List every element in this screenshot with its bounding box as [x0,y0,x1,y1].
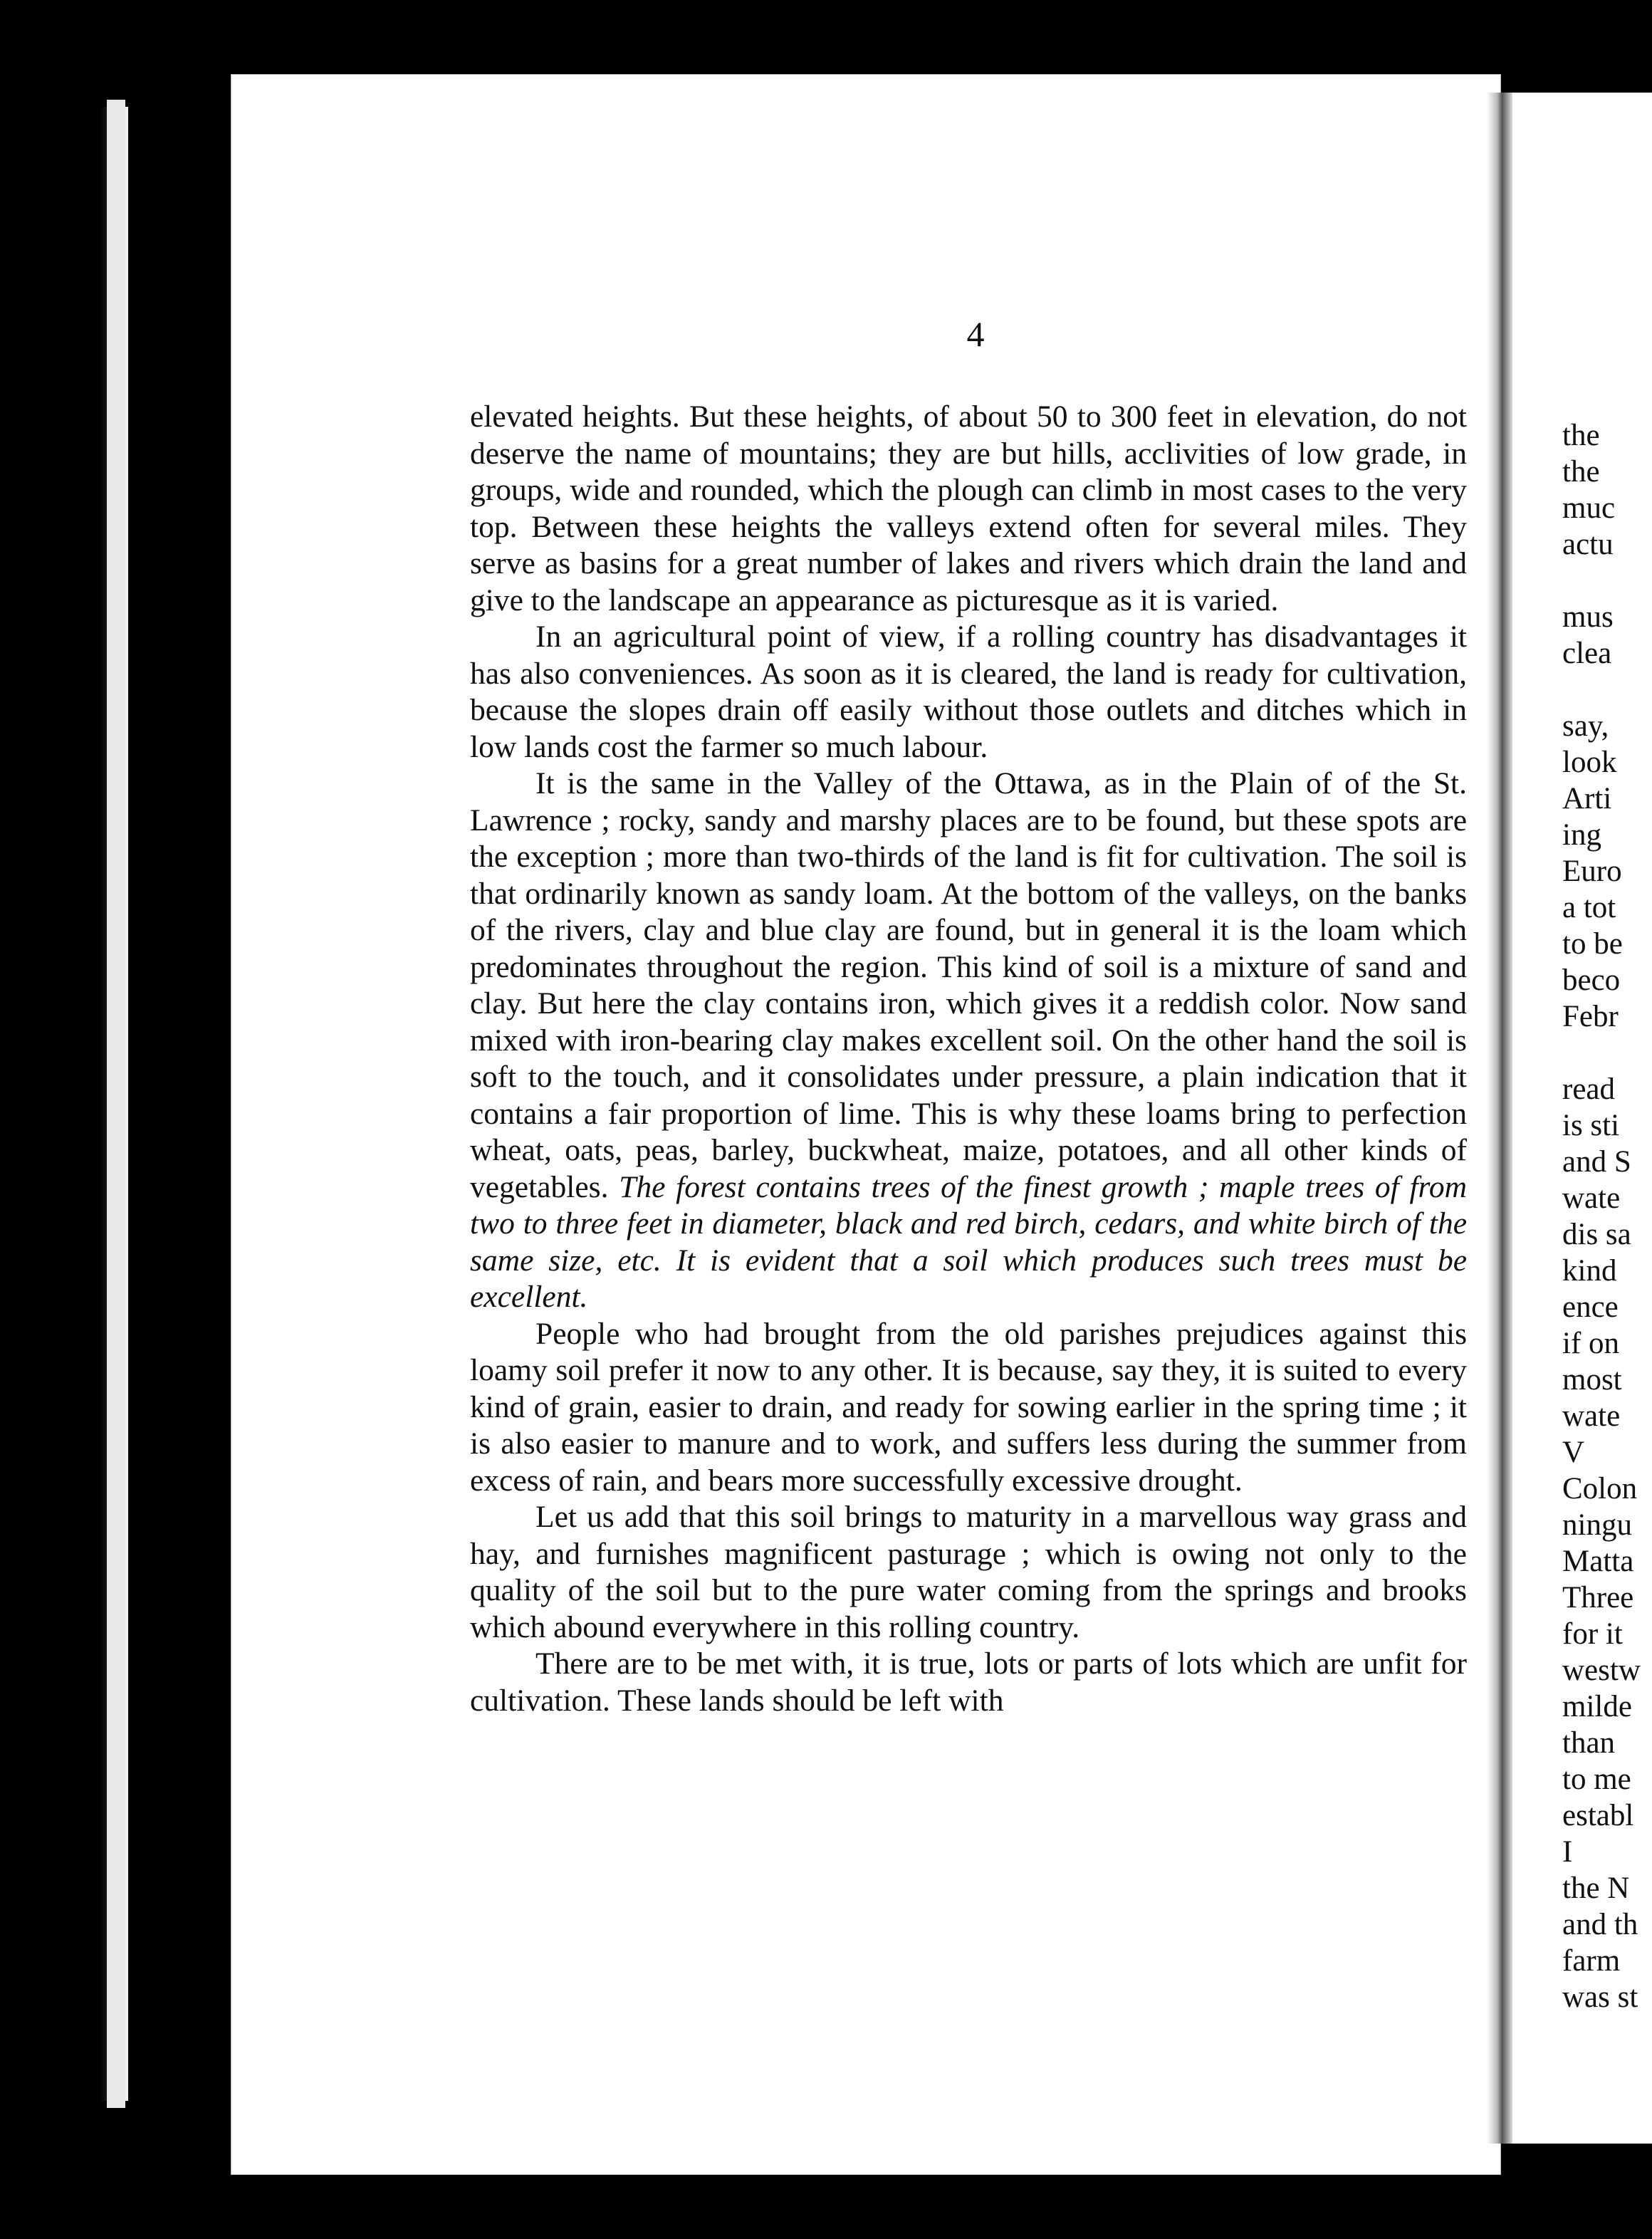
adjacent-line: ence [1562,1290,1619,1324]
adjacent-line: wate [1562,1399,1621,1433]
paragraph-6: There are to be met with, it is true, lots or parts of lots which are unfit for cultivation. These lands should be left with [470,1646,1467,1718]
adjacent-line: to me [1562,1763,1631,1796]
adjacent-line: milde [1562,1690,1632,1723]
adjacent-line [1562,672,1652,708]
paragraph-2: In an agricultural point of view, if a rolling country has disadvantages it has also conveniences. As soon as it is cleared, the land is ready for cultivation, because the slopes drain off easily without those outlets and ditches which in low lands cost the farmer so much labour. [470,620,1467,764]
adjacent-page-text [1562,417,1652,2015]
adjacent-line: muc [1562,491,1616,525]
adjacent-line: look [1562,746,1617,779]
adjacent-line: say, [1562,709,1609,743]
adjacent-line: mus [1562,600,1614,634]
adjacent-line: to be [1562,927,1623,961]
body-text [470,399,1467,1719]
adjacent-line: Matta [1562,1545,1634,1578]
page-number: 4 [966,314,985,354]
adjacent-line: I [1562,1835,1573,1869]
adjacent-line [1562,563,1652,599]
adjacent-line: westw [1562,1654,1641,1687]
adjacent-line: ing [1562,818,1601,852]
adjacent-line: Febr [1562,1000,1619,1033]
paragraph-3-text: It is the same in the Valley of the Ottawa, as in the Plain of of the St. Lawrence ; rocky, sandy and marshy places are to be found, but these spots are the exception ; more than two-thirds of the land is fit for cultivation. The soil is that ordinarily known as sandy loam. At the bottom of the valleys, on the banks of the rivers, clay and blue clay are found, but in general it is the loam which predominates throughout the region. This kind of soil is a mixture of sand and clay. But here the clay contains iron, which gives it a reddish color. Now sand mixed with iron-bearing clay makes excellent soil. On the other hand the soil is soft to the touch, and it consolidates under pressure, a plain indication that it contains a fair proportion of lime. This is why these loams bring to perfection wheat, oats, peas, barley, buckwheat, maize, potatoes, and all other kinds of vegetables. [470,766,1467,1204]
adjacent-line: wate [1562,1181,1621,1215]
paragraph-4: People who had brought from the old parishes prejudices against this loamy soil prefer it now to any other. It is because, say they, it is suited to every kind of grain, easier to drain, and ready for sowing earlier in the spring time ; it is also easier to manure and to work, and suffers less during the summer from excess of rain, and bears more successfully excessive drought. [470,1316,1467,1498]
adjacent-line: beco [1562,964,1621,997]
adjacent-line: the [1562,419,1600,452]
left-page-strip [107,100,125,2108]
adjacent-line: establ [1562,1799,1634,1832]
adjacent-line: Arti [1562,782,1612,815]
page-fold [1487,93,1512,2144]
adjacent-line: clea [1562,637,1612,670]
adjacent-line: if on [1562,1327,1620,1360]
paragraph-5: Let us add that this soil brings to maturity in a marvellous way grass and hay, and furnishes magnificent pasturage ; which is owing not only to the quality of the soil but to the pure water coming from the springs and brooks which abound everywhere in this rolling country. [470,1500,1467,1644]
adjacent-line: and th [1562,1908,1638,1941]
adjacent-line: farm [1562,1944,1621,1978]
adjacent-line: for it [1562,1617,1623,1651]
adjacent-line: kind [1562,1254,1617,1288]
adjacent-line: most [1562,1363,1622,1397]
adjacent-line [1562,1035,1652,1071]
adjacent-line: the [1562,455,1600,489]
paragraph-3-italic: The forest contains trees of the finest growth ; maple trees of from two to three feet in diameter, black and red birch, cedars, and white birch of the same size, etc. It is evident that a soil which produces such trees must be excellent. [470,1169,1468,1314]
adjacent-line: the N [1562,1872,1630,1905]
adjacent-line: read [1562,1072,1615,1106]
paragraph-1: elevated heights. But these heights, of about 50 to 300 feet in elevation, do not deserve the name of mountains; they are but hills, acclivities of low grade, in groups, wide and rounded, which the plough can climb in most cases to the very top. Between these heights the valleys extend often for several miles. They serve as basins for a great number of lakes and rivers which drain the land and give to the landscape an appearance as picturesque as it is varied. [470,400,1467,617]
adjacent-line: is sti [1562,1109,1620,1142]
paragraph-3 [470,766,1467,1316]
adjacent-line: a tot [1562,891,1616,924]
adjacent-line: Euro [1562,855,1622,888]
adjacent-line: V [1562,1436,1585,1469]
adjacent-line: Colon [1562,1472,1638,1505]
adjacent-line: Three [1562,1581,1634,1614]
adjacent-line: dis sa [1562,1218,1631,1251]
adjacent-line: and S [1562,1145,1631,1179]
adjacent-line: was st [1562,1980,1638,2014]
adjacent-line: actu [1562,528,1614,561]
adjacent-line: than [1562,1726,1616,1760]
adjacent-line: ningu [1562,1508,1632,1542]
